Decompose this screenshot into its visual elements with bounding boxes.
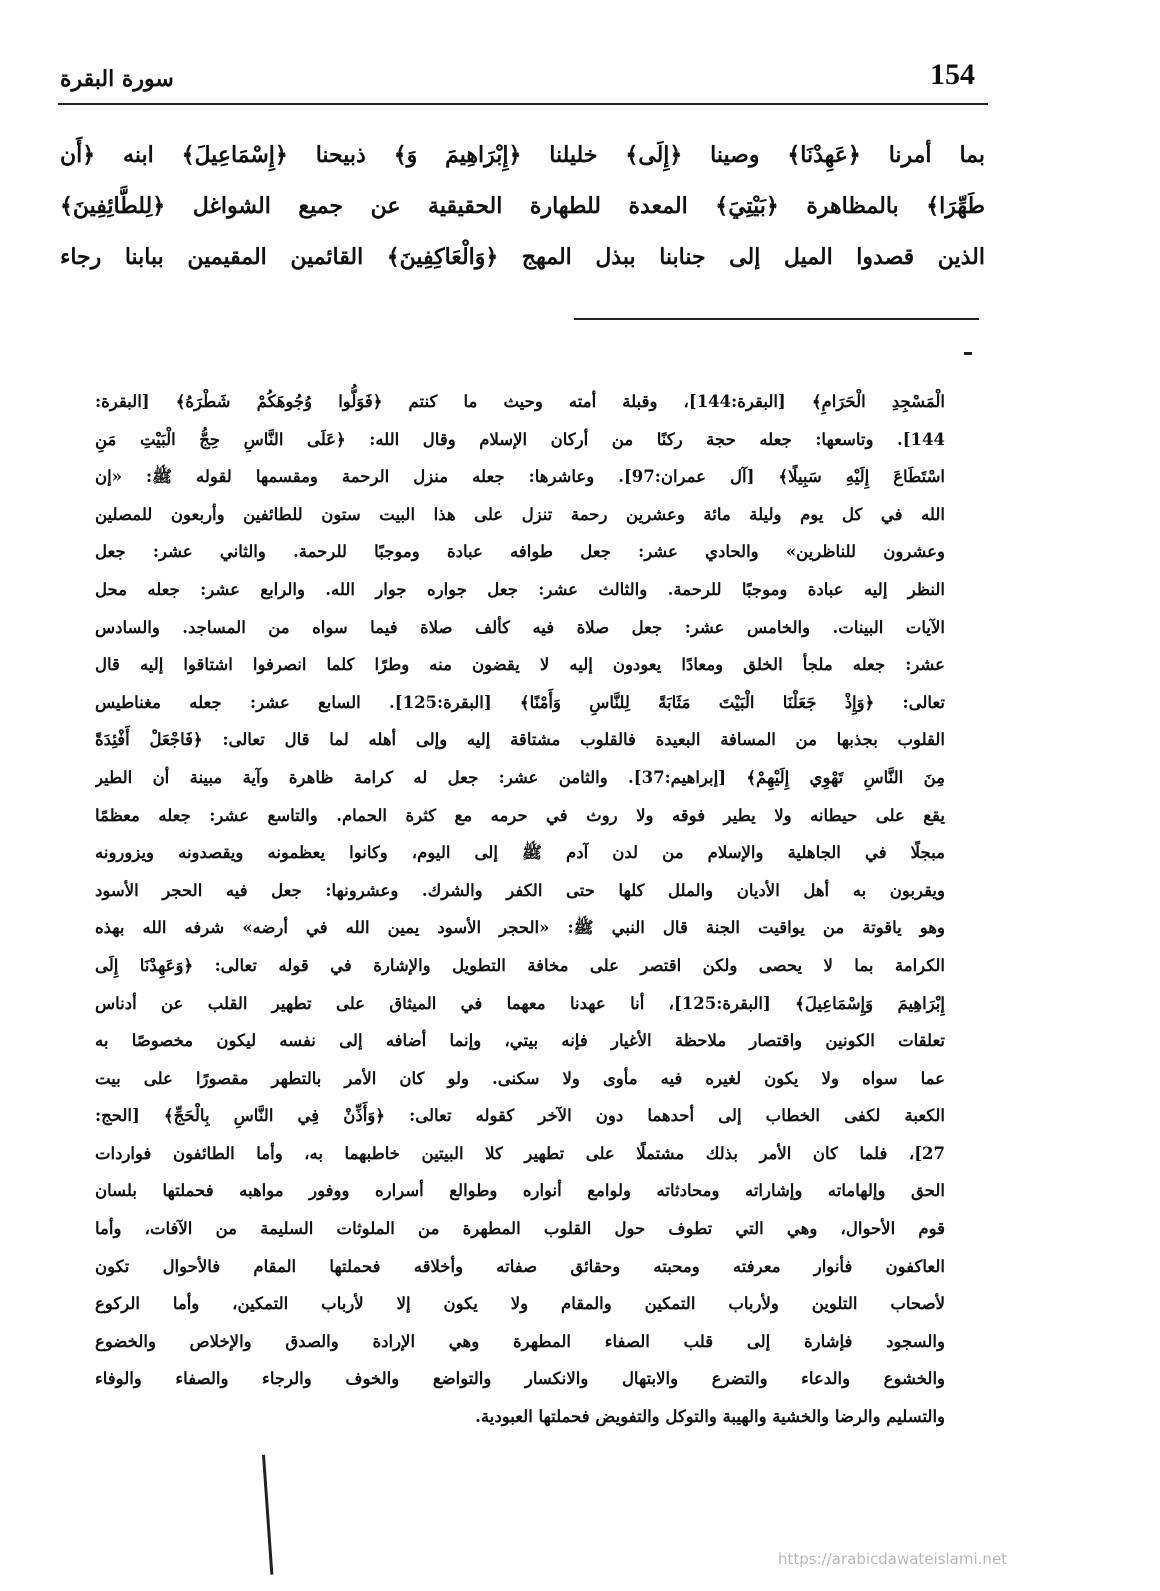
footnote-line: الله في كل يوم وليلة مائة وعشرين رحمة تنزل على هذا البيت ستون للطائفين وأربعون للمصلين bbox=[95, 504, 945, 524]
main-text bbox=[60, 130, 985, 283]
footnote-line: والسجود فإشارة إلى قلب الصفاء المطهرة وهي الإرادة والصدق والإخلاص والخضوع bbox=[95, 1331, 945, 1351]
footnote-line: النظر إليه عبادة وموجبًا للرحمة. والثالث عشر: جعل جواره جوار الله. والرابع عشر: جعله محل bbox=[95, 579, 945, 599]
footnote-line: الحق وإلهاماته وإشاراته ومحادثاته ولوامع أنواره وطوالع أسراره ووفور مواهبه فحملتها بلسان bbox=[95, 1181, 945, 1201]
footnote-line: ويقربون به أهل الأديان والملل كلها حتى الكفر والشرك. وعشرونها: جعل فيه الحجر الأسود bbox=[95, 880, 945, 900]
footnote-line: مبجلًا في الجاهلية والإسلام من لدن آدم ﷺ إلى اليوم، وكانوا يعظمونه ويقصدونه ويزورونه bbox=[95, 843, 945, 863]
footnote-line: إِبْرَاهِيمَ وَإِسْمَاعِيلَ﴾ [البقرة:125]، أنا عهدنا معهما في الميثاق على تطهير القلب عن أدناس bbox=[95, 993, 945, 1013]
page-number: 154 bbox=[930, 58, 975, 91]
footnote-line: عما سواه ولا يكون لغيره فيه مأوى ولا سكنى. ولو كان الأمر بالتطهر مقصورًا على بيت bbox=[95, 1068, 945, 1088]
footnote-line: القلوب بجذبها من المسافة البعيدة فالقلوب مشتاقة إليه وإلى أهله لما قال تعالى: ﴿فَاجْعَلْ أَفْئِدَةً bbox=[95, 730, 945, 750]
footnote-line: وهو ياقوتة من يواقيت الجنة قال النبي ﷺ: «الحجر الأسود يمين الله في أرضه» شرفه الله بهذه bbox=[95, 918, 945, 938]
main-text-line: الذين قصدوا الميل إلى جنابنا ببذل المهج ﴿وَالْعَاكِفِينَ﴾ القائمين المقيمين ببابنا رجاء bbox=[60, 244, 985, 270]
footnote-line: الآيات البينات. والخامس عشر: جعل صلاة فيه كألف صلاة فيما سواه من المساجد. والسادس bbox=[95, 617, 945, 637]
footnote-line: الْمَسْجِدِ الْحَرَامِ﴾ [البقرة:144]، وقبلة أمته وحيث ما كنتم ﴿فَوَلُّوا وُجُوهَكُمْ شَطْرَهُ﴾ [البقرة: bbox=[95, 392, 945, 411]
footnote-line: تعلقات الكونين واقتصار ملاحظة الأغيار فإنه بيتي، وإنما أضافه إلى نفسه ليكون مخصوصًا به bbox=[95, 1031, 945, 1051]
footnote-line: تعالى: ﴿وَإِذْ جَعَلْنَا الْبَيْتَ مَثَابَةً لِلنَّاسِ وَأَمْنًا﴾ [البقرة:125]. السابع عشر: جعله مغناطيس bbox=[95, 692, 945, 712]
footnote-line: عشر: جعله ملجأ الخلق ومعادًا يعودون إليه لا يقضون منه وطرًا كلما انصرفوا اشتاقوا إليه قال bbox=[95, 655, 945, 675]
footnote-line: لأصحاب التلوين ولأرباب التمكين والمقام ولا يكون إلا لأرباب التمكين، وأما الركوع bbox=[95, 1294, 945, 1314]
main-text-line: طَهِّرَا﴾ بالمظاهرة ﴿بَيْتِيَ﴾ المعدة للطهارة الحقيقية عن جميع الشواغل ﴿لِلطَّائِفِينَ﴾ bbox=[60, 193, 985, 219]
footnote-line: 144]. وتاسعها: جعله حجة ركنًا من أركان الإسلام وقال الله: ﴿عَلَى النَّاسِ حِجُّ الْبَيْتِ مَنِ bbox=[95, 429, 945, 449]
main-text-line: بما أمرنا ﴿عَهِدْنَا﴾ وصينا ﴿إِلَى﴾ خليلنا ﴿إِبْرَاهِيمَ وَ﴾ ذبيحنا ﴿إِسْمَاعِيلَ﴾ ابنه ﴿أَن bbox=[60, 142, 985, 168]
footnote-line: مِنَ النَّاسِ تَهْوِي إِلَيْهِمْ﴾ [إبراهيم:37]. والثامن عشر: جعل له كرامة ظاهرة وآية مبينة أن الطير bbox=[95, 767, 945, 787]
footnote-line: قوم الأحوال، وهي التي تطوف حول القلوب المطهرة من الملوثات السليمة من الآفات، وأما bbox=[95, 1219, 945, 1239]
footnote-line: والخشوع والدعاء والتضرع والابتهال والانكسار والتواضع والخوف والرجاء والصفاء والوفاء bbox=[95, 1369, 945, 1389]
footnote-line: الكرامة بما لا يحصى ولكن اقتصر على مخافة التطويل والإشارة في قوله تعالى: ﴿وَعَهِدْنَا إِلَى bbox=[95, 955, 945, 975]
footnote-line: وعشرون للناظرين» والحادي عشر: جعل طوافه عبادة وموجبًا للرحمة. والثاني عشر: جعل bbox=[95, 542, 945, 562]
footnote-line: اسْتَطَاعَ إِلَيْهِ سَبِيلًا﴾ [آل عمران:97]. وعاشرها: جعله منزل الرحمة ومقسمها لقوله ﷺ: «إن bbox=[95, 467, 945, 487]
footnote-line: الكعبة لكفى الخطاب إلى أحدهما دون الآخر كقوله تعالى: ﴿وَأَذِّنْ فِي النَّاسِ بِالْحَجِّ﴾ [الحج: bbox=[95, 1106, 945, 1126]
pen-mark bbox=[262, 1455, 273, 1575]
surah-title: سورة البقرة bbox=[60, 66, 174, 92]
footnote-line: 27]، فلما كان الأمر بذلك مشتملًا على تطهير كلا البيتين خاطبهما به، وأما الطائفون فواردات bbox=[95, 1143, 945, 1163]
footnote-line: العاكفون فأنوار معرفته ومحبته وحقائق صفاته وأخلاقه فحملتها المقام فالأحوال تكون bbox=[95, 1256, 945, 1276]
footnote-text bbox=[95, 383, 945, 1436]
footnote-separator bbox=[574, 318, 979, 320]
header-rule bbox=[58, 103, 988, 105]
footnote-line: والتسليم والرضا والخشية والهيبة والتوكل والتفويض فحملتها العبودية. bbox=[475, 1407, 945, 1427]
watermark: https://arabicdawateislami.net bbox=[778, 1550, 1008, 1568]
footnote-line: يقع على حيطانه ولا يطير فوقه ولا روث في حرمه مع كثرة الحمام. والتاسع عشر: جعله معظمًا bbox=[95, 805, 945, 825]
footnote-marker bbox=[964, 352, 972, 355]
